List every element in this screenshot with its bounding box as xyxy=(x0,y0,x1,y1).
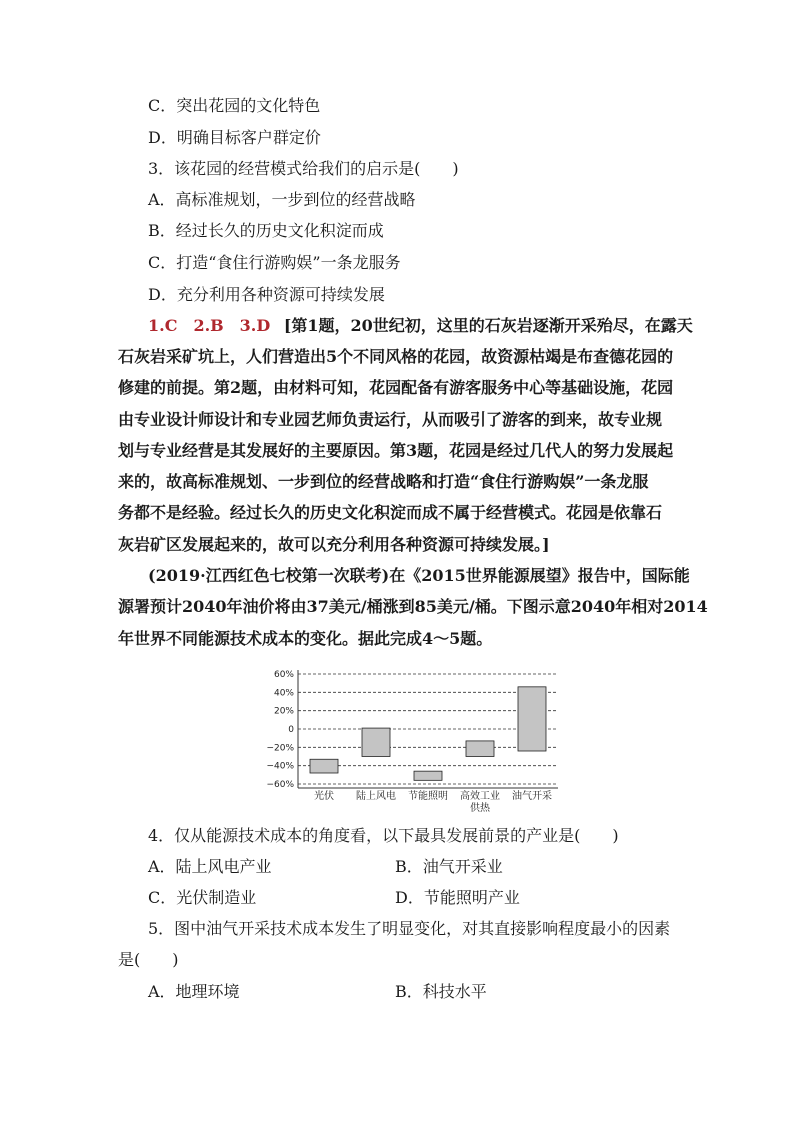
y-tick-label: −40% xyxy=(266,761,294,772)
q3-option-b: B．经过长久的历史文化积淀而成 xyxy=(148,221,384,240)
q4-option-d: D．节能照明产业 xyxy=(395,888,520,907)
answer-key: 1.C 2.B 3.D xyxy=(148,316,271,335)
answer-line: 修建的前提。第2题，由材料可知，花园配备有游客服务中心等基础设施，花园 xyxy=(118,378,674,397)
answer-line: 务都不是经验。经过长久的历史文化积淀而成不属于经营模式。花园是依靠石 xyxy=(118,503,663,522)
q4-stem: 4．仅从能源技术成本的角度看，以下最具发展前景的产业是( ) xyxy=(148,826,619,845)
chart-x-labels xyxy=(314,789,552,814)
intro-line: 年世界不同能源技术成本的变化。据此完成4～5题。 xyxy=(118,629,493,648)
bar-5 xyxy=(518,687,546,751)
x-category-label: 油气开采 xyxy=(512,791,552,802)
x-category-label: 陆上风电 xyxy=(356,791,396,802)
intro-line: (2019·江西红色七校第一次联考)在《2015世界能源展望》报告中，国际能 xyxy=(148,566,690,585)
answer-text: [第1题，20世纪初，这里的石灰岩逐渐开采殆尽，在露天 xyxy=(283,316,693,335)
answer-line: 由专业设计师设计和专业园艺师负责运行，从而吸引了游客的到来，故专业规 xyxy=(118,410,663,429)
q5-option-b: B．科技水平 xyxy=(395,982,487,1001)
y-tick-label: 40% xyxy=(273,688,294,699)
y-tick-label: 0 xyxy=(288,725,294,735)
q5-stem-line2: 是( ) xyxy=(118,950,179,969)
q3-option-a: A．高标准规划，一步到位的经营战略 xyxy=(148,190,416,209)
q4-option-c: C．光伏制造业 xyxy=(148,888,257,907)
bar-3 xyxy=(414,771,442,780)
x-category-label: 供热 xyxy=(470,803,490,814)
q4-option-a: A．陆上风电产业 xyxy=(148,857,272,876)
q4-option-b: B．油气开采业 xyxy=(395,857,503,876)
chart-bars xyxy=(310,687,546,781)
q3-option-d: D．充分利用各种资源可持续发展 xyxy=(148,285,385,304)
bar-4 xyxy=(466,741,494,757)
y-tick-label: −20% xyxy=(266,743,294,754)
x-category-label: 高效工业 xyxy=(460,791,500,802)
bar-2 xyxy=(362,728,390,756)
answer-line xyxy=(148,316,693,336)
energy-cost-chart xyxy=(262,660,562,815)
answer-line: 划与专业经营是其发展好的主要原因。第3题，花园是经过几代人的努力发展起 xyxy=(118,441,674,460)
answer-line: 来的，故高标准规划、一步到位的经营战略和打造“食住行游购娱”一条龙服 xyxy=(118,472,649,491)
x-category-label: 节能照明 xyxy=(408,791,448,802)
q2-option-d: D．明确目标客户群定价 xyxy=(148,128,321,147)
q3-option-c: C．打造“食住行游购娱”一条龙服务 xyxy=(148,253,401,272)
x-category-label: 光伏 xyxy=(314,791,334,802)
bar-1 xyxy=(310,759,338,773)
answer-line: 灰岩矿区发展起来的，故可以充分利用各种资源可持续发展。] xyxy=(118,535,550,554)
q5-stem-line1: 5．图中油气开采技术成本发生了明显变化，对其直接影响程度最小的因素 xyxy=(148,919,671,938)
q3-stem: 3．该花园的经营模式给我们的启示是( ) xyxy=(148,159,459,178)
intro-line: 源署预计2040年油价将由37美元/桶涨到85美元/桶。下图示意2040年相对2014 xyxy=(118,597,708,616)
y-tick-label: −60% xyxy=(266,780,294,790)
y-tick-label: 20% xyxy=(273,706,294,717)
q2-option-c: C．突出花园的文化特色 xyxy=(148,96,321,115)
y-tick-label: 60% xyxy=(273,670,294,680)
chart-y-ticks xyxy=(266,670,294,790)
answer-line: 石灰岩采矿坑上，人们营造出5个不同风格的花园，故资源枯竭是布查德花园的 xyxy=(118,347,674,366)
q5-option-a: A．地理环境 xyxy=(148,982,240,1001)
